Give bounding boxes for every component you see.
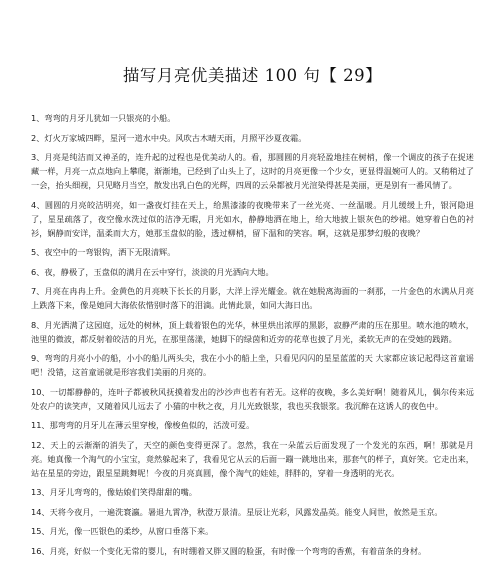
list-item: 12、天上的云渐渐的消失了，天空的颜色变得更深了。忽然，我在一朵蓝云后面发现了一个发光的东西，啊！那就是月亮。她真像一个淘气的小宝宝，竟然躲起来了，我看见它从云的后面一蹦一跳地出来，那套气的样子，真好笑。它走出来，站在星星的旁边，跟星星跳舞呢！今夜的月亮真圆，像个淘气的娃娃，胖胖的，穿着一身透明的光衣。 xyxy=(31,439,474,478)
list-item: 13、月牙儿弯弯的，像姑娘们笑得甜甜的嘴。 xyxy=(31,487,197,497)
list-item: 8、月光洒满了这园庭，远处的树林，顶上载着银色的光华，林里烘出浓厚的黑影，寂静严肃的压在那里。喷水池的喷水，池里的微波，都反射着皎洁的月光，在那里荡漾，她脚下的绿茵和近旁的花草也披了月光，柔软无声的在受她的践踏。 xyxy=(31,319,474,344)
list-item: 10、一切都静静的，连叶子都被秋风抚摸着发出的沙沙声也若有若无。这样的夜晚，多么美好啊！随着风儿，偶尔传来远处农户的读笑声，又随着风儿远去了 小猫的中秋之夜，月儿光致银浆，我也买我银浆。我沉醉在这诱人的夜色中。 xyxy=(31,386,474,411)
list-item: 2、灯火万家城四畔，星河一道水中央。风吹古木晴天雨，月照平沙夏夜霜。 xyxy=(31,132,307,143)
list-item: 3、月亮是纯洁而又神圣的，连升起的过程也是优美动人的。看，那圆圆的月亮轻盈地挂在树梢，像一个调皮的孩子在捉迷藏一样，月亮一点点地向上攀爬，渐渐地，已经到了山头上了，这时的月亮更像一个少女，更显得温婉可人的。又稍稍过了一会，抬头细视，只见略月当空，散发出乳白色的光辉，四周的云朵都被月光渲染得甚是美丽，更是别有一番风情了。 xyxy=(31,152,474,190)
document-title: 描写月亮优美描述 100 句【 29】 xyxy=(122,66,383,85)
list-item: 15、月光，像一匹银色的柔纱，从窗口垂落下来。 xyxy=(31,526,214,536)
list-item: 6、夜，静极了，玉盘似的满月在云中穿行，淡淡的月光洒向大地。 xyxy=(31,266,274,277)
item-list xyxy=(31,111,474,558)
list-item: 11、那弯弯的月牙儿在薄云里穿梭，像梭鱼似的，活泼可爱。 xyxy=(31,420,255,430)
list-item: 5、夜空中的一弯银钩，洒下无限清辉。 xyxy=(31,247,176,257)
list-item: 1、弯弯的月牙儿犹如一只银亮的小船。 xyxy=(31,113,176,123)
list-item: 4、圆圆的月亮皎洁明亮，如一盏夜灯挂在天上，给黑漆漆的夜晚带来了一丝光亮、一丝温暖。月儿缓缓上升，银河隐退了，星星疏落了，夜空像水洗过似的洁净无暇，月光如水，静静地洒在地上，给大地披上银灰色的纱裙。她穿着白色的衬衫，娴静而安详，温柔而大方，她那玉盘似的脸，透过柳梢，留下温和的笑容。啊，这就是那梦幻般的夜晚？ xyxy=(31,199,474,238)
list-item: 9、弯弯的月亮小小的船，小小的船儿两头尖，我在小小的船上坐，只看见闪闪的星星蓝蓝的天 大家都应该记起得这首童谣吧！没错，这首童谣就是形容我们美丽的月亮的。 xyxy=(31,353,474,377)
list-item: 7、月亮在冉冉上升。金黄色的月亮映下长长的月影，大洋上浮光耀金。就在她脱离海面的一刹那，一片金色的水满从月亮上跌落下来，像是她同大海依依惜别时落下的泪滴。此情此景，如同大海日出。 xyxy=(31,286,474,310)
list-item: 14、天将今夜月，一遍洗寰瀛。暑退九霄净，秋澄万景清。星辰让光彩，风露发晶英。能变人间世，攸然是玉京。 xyxy=(31,506,443,517)
list-item: 16、月亮，好似一个变化无常的婴儿，有时绷着又胖又圆的脸蛋，有时像一个弯弯的香蕉，有着苗条的身材。 xyxy=(31,545,427,556)
